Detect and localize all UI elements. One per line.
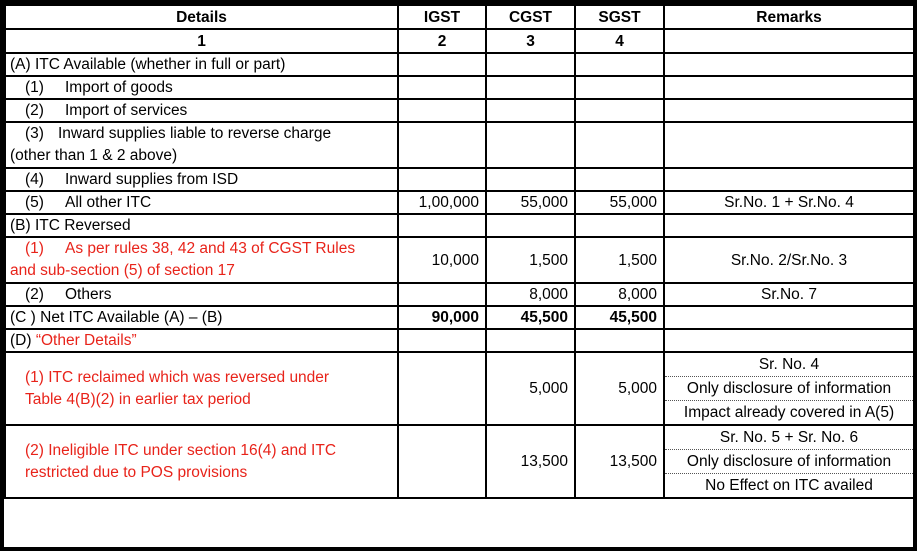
itc-sheet	[4, 4, 913, 547]
table-row	[5, 99, 914, 122]
row-label	[5, 122, 398, 168]
section-d-prefix: (D)	[10, 332, 36, 349]
cgst-value: 8,000	[486, 283, 575, 306]
section-c-row	[5, 306, 914, 329]
remarks-value: Sr.No. 7	[664, 283, 914, 306]
sr-number: (4)	[25, 171, 44, 188]
row-text: As per rules 38, 42 and 43 of CGST Rules	[65, 240, 356, 257]
cgst-value: 5,000	[486, 352, 575, 425]
row-label	[5, 352, 398, 425]
col-number-details: 1	[5, 29, 398, 53]
row-text-line2: (other than 1 & 2 above)	[10, 147, 178, 164]
remark-line: Sr. No. 4	[758, 356, 820, 373]
section-b-title-row	[5, 214, 914, 237]
section-d-quoted: “Other Details”	[35, 332, 137, 349]
row-text: Inward supplies from ISD	[65, 171, 239, 188]
remark-line: Only disclosure of information	[665, 377, 913, 401]
sgst-value: 1,500	[575, 237, 664, 283]
sr-number: (1)	[25, 79, 44, 96]
table-row	[5, 283, 914, 306]
col-number-igst: 2	[398, 29, 486, 53]
sr-number: (5)	[25, 194, 44, 211]
header-remarks: Remarks	[664, 5, 914, 29]
row-text-line2: restricted due to POS provisions	[25, 463, 248, 481]
net-igst-value: 90,000	[398, 306, 486, 329]
header-details: Details	[5, 5, 398, 29]
table-row	[5, 191, 914, 214]
row-label	[5, 237, 398, 283]
sgst-value: 8,000	[575, 283, 664, 306]
remarks-stack	[664, 425, 914, 498]
row-text-line2: Table 4(B)(2) in earlier tax period	[25, 390, 251, 408]
column-number-row	[5, 29, 914, 53]
remarks-stack	[664, 352, 914, 425]
sr-number: (3)	[25, 125, 44, 142]
col-number-cgst: 3	[486, 29, 575, 53]
cgst-value: 55,000	[486, 191, 575, 214]
net-cgst-value: 45,500	[486, 306, 575, 329]
section-d-title	[5, 329, 398, 352]
table-row	[5, 352, 914, 425]
row-text: Others	[65, 286, 112, 303]
section-d-title-row	[5, 329, 914, 352]
cgst-value: 1,500	[486, 237, 575, 283]
row-label	[5, 191, 398, 214]
row-label	[5, 425, 398, 498]
header-igst: IGST	[398, 5, 486, 29]
header-row	[5, 5, 914, 29]
section-a-title-row	[5, 53, 914, 76]
table-row	[5, 237, 914, 283]
row-text: (2) Ineligible ITC under section 16(4) and ITC	[25, 441, 337, 459]
sgst-value: 5,000	[575, 352, 664, 425]
row-text: Import of goods	[65, 79, 173, 96]
cgst-value: 13,500	[486, 425, 575, 498]
remarks-value: Sr.No. 2/Sr.No. 3	[664, 237, 914, 283]
table-row	[5, 168, 914, 191]
igst-value: 10,000	[398, 237, 486, 283]
remark-line: Sr. No. 5 + Sr. No. 6	[719, 429, 859, 446]
sr-number: (1)	[25, 240, 44, 257]
row-text: Import of services	[65, 102, 188, 119]
row-label	[5, 283, 398, 306]
sr-number: (2)	[25, 102, 44, 119]
remarks-value: Sr.No. 1 + Sr.No. 4	[664, 191, 914, 214]
section-a-title: (A) ITC Available (whether in full or part)	[5, 53, 398, 76]
sr-number: (2)	[25, 286, 44, 303]
remark-line: No Effect on ITC availed	[665, 474, 913, 498]
row-text: Inward supplies liable to reverse charge	[57, 125, 332, 142]
col-number-remarks	[664, 29, 914, 53]
sgst-value: 55,000	[575, 191, 664, 214]
igst-value: 1,00,000	[398, 191, 486, 214]
net-sgst-value: 45,500	[575, 306, 664, 329]
remark-line: Only disclosure of information	[665, 450, 913, 474]
row-text: (1) ITC reclaimed which was reversed under	[25, 368, 330, 386]
col-number-sgst: 4	[575, 29, 664, 53]
table-row	[5, 425, 914, 498]
row-label	[5, 76, 398, 99]
section-b-title: (B) ITC Reversed	[5, 214, 398, 237]
table-row	[5, 76, 914, 99]
row-label	[5, 168, 398, 191]
sgst-value: 13,500	[575, 425, 664, 498]
remark-line: Impact already covered in A(5)	[665, 401, 913, 425]
section-c-title: (C ) Net ITC Available (A) – (B)	[5, 306, 398, 329]
row-text: All other ITC	[65, 194, 152, 211]
row-label	[5, 99, 398, 122]
row-text-line2: and sub-section (5) of section 17	[10, 262, 235, 279]
table-row	[5, 122, 914, 168]
header-cgst: CGST	[486, 5, 575, 29]
header-sgst: SGST	[575, 5, 664, 29]
itc-table	[4, 4, 915, 499]
